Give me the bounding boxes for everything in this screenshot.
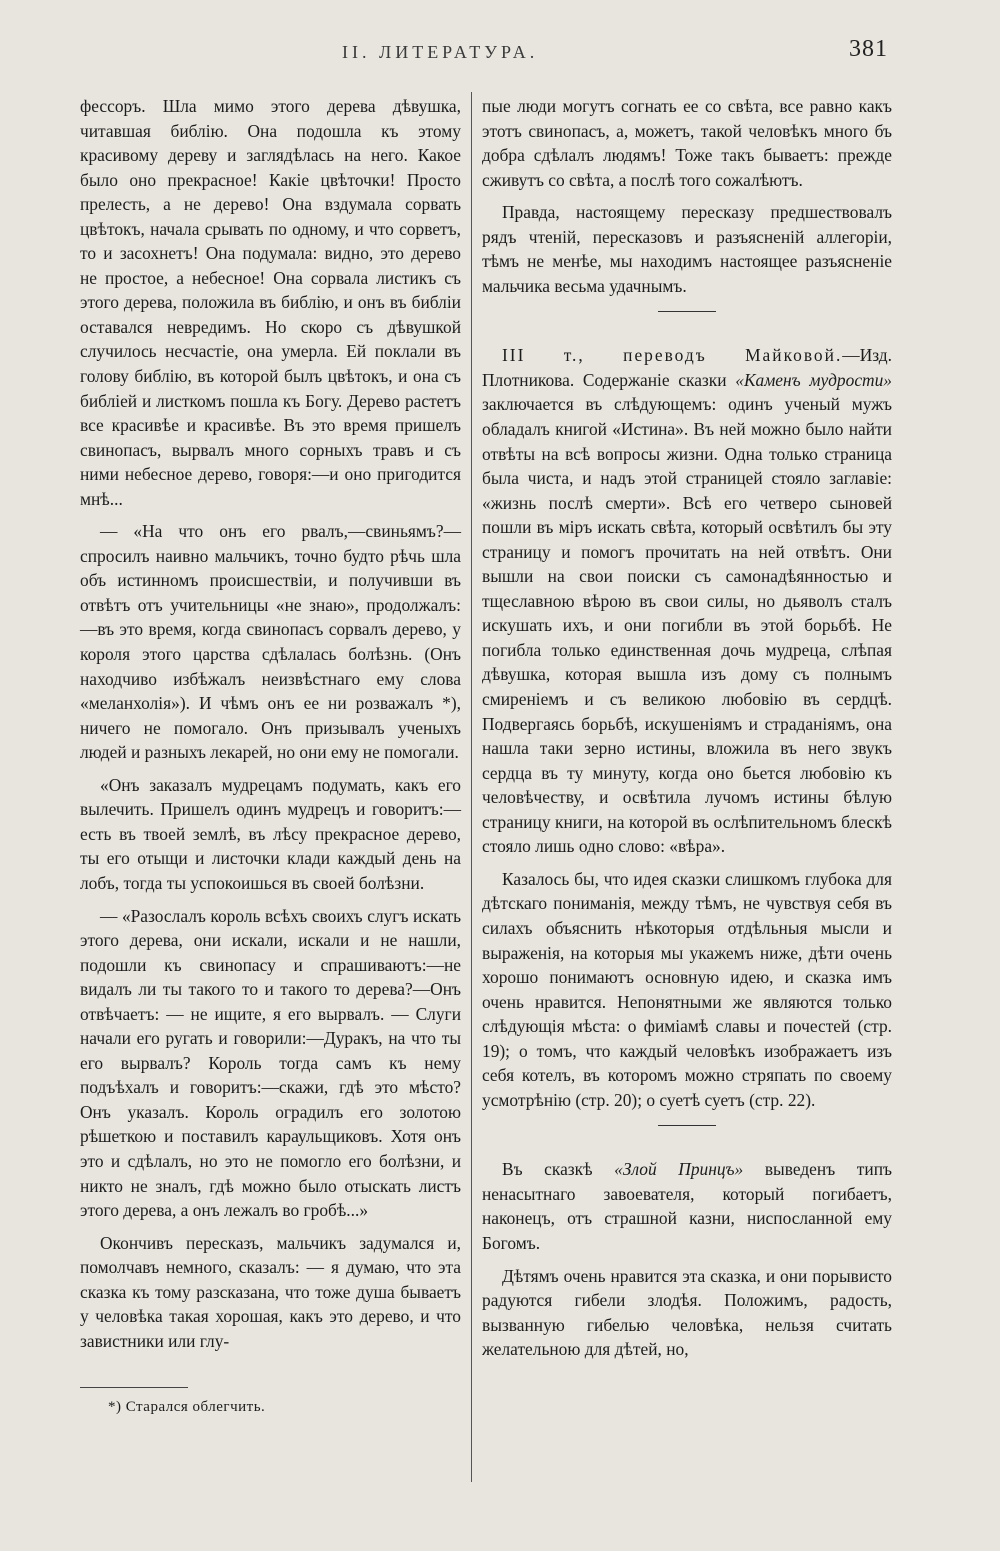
section-3-text-b: выведенъ типъ ненасытнаго завоевателя, который погибаетъ, наконецъ, отъ страшной казни, ниспосланной ему Богомъ. <box>482 1159 892 1253</box>
left-paragraph-1: фессоръ. Шла мимо этого дерева дѣвушка, читавшая библію. Она подошла къ этому красивому дереву и заглядѣлась на него. Какое было оно прекрасное! Какіе цвѣточки! Просто прелесть, а не дерево! Она вздумала сорвать цвѣтокъ, начала срывать по одному, и что сорветъ, то и засохнетъ! Она подумала: видно, это дерево не простое, а небесное! Она сорвала листикъ съ этого дерева, положила въ библію, и онъ въ библіи оставался невредимъ. Но скоро съ дѣвушкой случилось несчастіе, она умерла. Ей поклали въ голову библію, въ которой былъ цвѣтокъ, и она съ библіей и листкомъ пошла къ Богу. Дерево растетъ все красивѣе и красивѣе. Въ это время пришелъ свинопасъ, вырвалъ много сорныхъ травъ и съ ними небесное дерево, говоря:—и оно пригодится мнѣ... <box>80 96 461 509</box>
section-2-paragraph-2: Казалось бы, что идея сказки слишкомъ глубока для дѣтскаго пониманія, между тѣмъ, не чувствуя себя въ силахъ объяснить нѣкоторыя отдѣльныя мысли и выраженія, на которыя мы укажемъ ниже, дѣти очень хорошо понимаютъ основную идею, и сказка имъ очень нравится. Непонятными же являются только слѣдующія мѣста: о фиміамѣ славы и почестей (стр. 19); о томъ, что каждый человѣкъ изображаетъ изъ себя котелъ, въ которомъ можно стряпать по своему усмотрѣнію (стр. 20); о суетѣ суетъ (стр. 22). <box>482 868 892 1110</box>
section-3-text-a: Въ сказкѣ <box>502 1159 615 1180</box>
left-paragraph-4: — «Разослалъ король всѣхъ своихъ слугъ искать этого дерева, они искали, искали и не нашли, подошли къ свинопасу и спрашиваютъ:—не видалъ ли ты такого то и такого то дерева?—Онъ отвѣчаетъ: — не ищите, я его вырвалъ. — Слуги начали его ругать и говорили:—Дуракъ, на что ты его вырвалъ? Король тогда самъ къ нему подъѣхалъ и говоритъ:—скажи, гдѣ это мѣсто? Онъ указалъ. Король оградилъ его золотою рѣшеткою и поставилъ караульщиковъ. Хотя онъ это и сдѣлалъ, но это не помогло его болѣзни, и никто не зналъ, гдѣ можно было отыскать листъ этого дерева, а онъ лежалъ во гробѣ...» <box>80 905 461 1221</box>
section-divider-1 <box>658 311 716 312</box>
section-3-tale-title: «Злой Принцъ» <box>614 1159 744 1180</box>
section-2-lead: III т., переводъ Майковой. <box>502 345 843 366</box>
left-paragraph-5: Окончивъ пересказъ, мальчикъ задумался и, помолчавъ немного, сказалъ: — я думаю, что эта сказка къ тому разсказана, что тоже душа бываетъ у человѣка такая хорошая, какъ это дерево, и что завистники или глу- <box>80 1232 461 1351</box>
section-3-intro <box>482 1157 892 1255</box>
right-paragraph-2: Правда, настоящему пересказу предшествовалъ рядъ чтеній, пересказовъ и разъясненій аллегоріи, тѣмъ не менѣе, мы находимъ настоящее разъясненіе мальчика весьма удачнымъ. <box>482 202 892 296</box>
section-2-text-b: заключается въ слѣдующемъ: одинъ ученый мужъ обладалъ книгой «Истина». Въ ней можно было найти отвѣты на всѣ вопросы жизни. Одна только страница была чиста, и надъ этой страницей стояло заглавіе: «жизнь послѣ смерти». Всѣ его четверо сыновей пошли въ міръ искать свѣта, который освѣтилъ бы эту страницу и помогъ прочитать на ней отвѣтъ. Они вышли на свои поиски съ самонадѣянностью и тщеславною вѣрою въ свои силы, но дьяволъ сталъ искушать ихъ, и они погибли въ этой борьбѣ. Не погибла только единственная дочь мудреца, слѣпая дѣвушка, которая вышла изъ дому съ полнымъ смиреніемъ и съ великою любовію въ сердцѣ. Подвергаясь борьбѣ, искушеніямъ и страданіямъ, она нашла таки зерно истины, вложила въ него звукъ сердца въ ту минуту, когда оно бьется любовію къ человѣчеству, и освѣтила лучомъ истины бѣлую страницу книги, на которой въ ослѣпительномъ блескѣ стояло лишь одно слово: «вѣра». <box>482 394 892 857</box>
section-2-tale-title: «Каменъ мудрости» <box>735 369 892 390</box>
section-2-text-a: —Изд. Плотникова. Содержаніе сказки <box>482 345 892 390</box>
section-2-intro <box>482 343 892 858</box>
left-paragraph-2: — «На что онъ его рвалъ,—свиньямъ?— спросилъ наивно мальчикъ, точно будто рѣчь шла объ истинномъ происшествіи, и получивши въ отвѣтъ отъ учительницы «не знаю», продолжалъ:—въ это время, когда свинопасъ сорвалъ дерево, у короля этого царства сдѣлалась болѣзнь. (Онъ находчиво избѣжалъ неизвѣстнаго ему слова «меланхолія»). И чѣмъ онъ ее ни розважалъ *), ничего не помогало. Онъ призывалъ ученыхъ людей и разныхъ лекарей, но они ему не помогали. <box>80 521 461 763</box>
footnote-divider <box>80 1387 188 1388</box>
section-3-paragraph-2: Дѣтямъ очень нравится эта сказка, и они порывисто радуются гибели злодѣя. Положимъ, радость, вызванную гибелью человѣка, нельзя считать желательною для дѣтей, но, <box>482 1265 892 1360</box>
footnote: *) Старался облегчить. <box>108 1399 266 1416</box>
section-divider-2 <box>658 1125 716 1126</box>
page-header <box>0 34 1000 74</box>
column-divider <box>471 92 472 1482</box>
running-title: II. ЛИТЕРАТУРА. <box>342 42 539 62</box>
left-column <box>80 94 461 1417</box>
page-number: 381 <box>849 36 888 62</box>
right-paragraph-1: пые люди могутъ согнать ее со свѣта, все равно какъ этотъ свинопасъ, а, можетъ, такой человѣкъ много бъ добра сдѣлалъ людямъ! Тоже такъ бываетъ: прежде сживутъ со свѣта, а послѣ того сожалѣютъ. <box>482 96 892 190</box>
left-paragraph-3: «Онъ заказалъ мудрецамъ подумать, какъ его вылечить. Пришелъ одинъ мудрецъ и говоритъ:—есть въ твоей землѣ, въ лѣсу прекрасное дерево, ты его отыщи и листочки клади каждый день на лобъ, тогда ты успокоишься въ своей болѣзни. <box>80 774 461 893</box>
right-column <box>482 94 892 1362</box>
